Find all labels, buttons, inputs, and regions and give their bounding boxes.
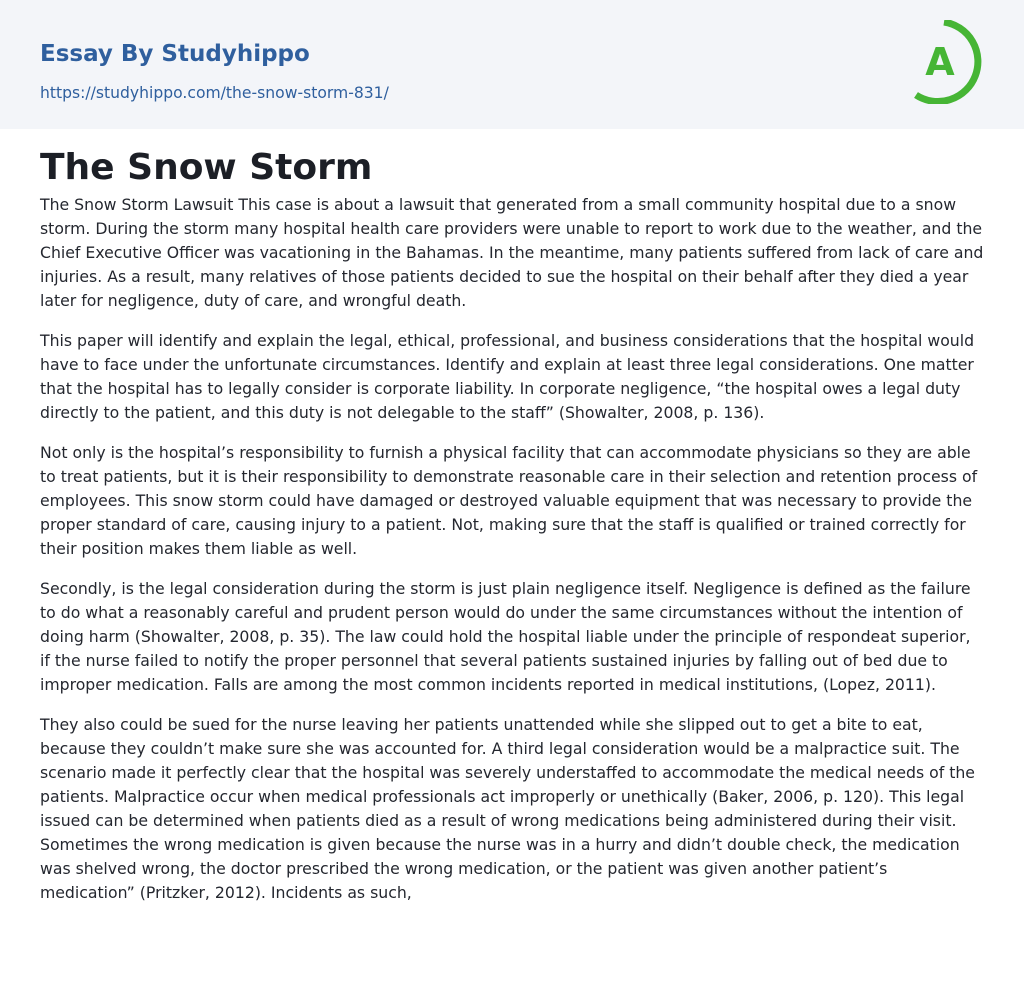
essay-title: The Snow Storm bbox=[40, 147, 373, 188]
studyhippo-a-logo-icon[interactable] bbox=[913, 20, 985, 104]
source-url-link[interactable]: https://studyhippo.com/the-snow-storm-831/ bbox=[40, 84, 389, 102]
essay-paragraph: The Snow Storm Lawsuit This case is about a lawsuit that generated from a small community hospital due to a snow storm. During the storm many hospital health care providers were unable to report to work due to the weather, and the Chief Executive Officer was vacationing in the Bahamas. In the meantime, many patients suffered from lack of care and injuries. As a result, many relatives of those patients decided to sue the hospital on their behalf after they died a year later for negligence, duty of care, and wrongful death. bbox=[40, 195, 984, 310]
page-header bbox=[0, 0, 1024, 129]
essay-content bbox=[0, 129, 1024, 905]
site-label: Essay By Studyhippo bbox=[40, 41, 310, 67]
essay-paragraph: This paper will identify and explain the legal, ethical, professional, and business considerations that the hospital would have to face under the unfortunate circumstances. Identify and explain at least three legal considerations. One matter that the hospital has to legally consider is corporate liability. In corporate negligence, “the hospital owes a legal duty directly to the patient, and this duty is not delegable to the staff” (Showalter, 2008, p. 136). bbox=[40, 331, 975, 422]
essay-paragraph: Not only is the hospital’s responsibility to furnish a physical facility that can accommodate physicians so they are able to treat patients, but it is their responsibility to demonstrate reasonable care in their selection and retention process of employees. This snow storm could have damaged or destroyed valuable equipment that was necessary to provide the proper standard of care, causing injury to a patient. Not, making sure that the staff is qualified or trained correctly for their position makes them liable as well. bbox=[40, 443, 978, 558]
essay-paragraph: Secondly, is the legal consideration during the storm is just plain negligence itself. Negligence is defined as the failure to do what a reasonably careful and prudent person would do under the same circumstances without the intention of doing harm (Showalter, 2008, p. 35). The law could hold the hospital liable under the principle of respondeat superior, if the nurse failed to notify the proper personnel that several patients sustained injuries by falling out of bed due to improper medication. Falls are among the most common incidents reported in medical institutions, (Lopez, 2011). bbox=[40, 579, 971, 694]
essay-paragraph: They also could be sued for the nurse leaving her patients unattended while she slipped out to get a bite to eat, because they couldn’t make sure she was accounted for. A third legal consideration would be a malpractice suit. The scenario made it perfectly clear that the hospital was severely understaffed to accommodate the medical needs of the patients. Malpractice occur when medical professionals act improperly or unethically (Baker, 2006, p. 120). This legal issued can be determined when patients died as a result of wrong medications being administered during their visit. Sometimes the wrong medication is given because the nurse was in a hurry and didn’t double check, the medication was shelved wrong, the doctor prescribed the wrong medication, or the patient was given another patient’s medication” (Pritzker, 2012). Incidents as such, bbox=[40, 715, 975, 902]
logo-letter: A bbox=[925, 40, 955, 84]
